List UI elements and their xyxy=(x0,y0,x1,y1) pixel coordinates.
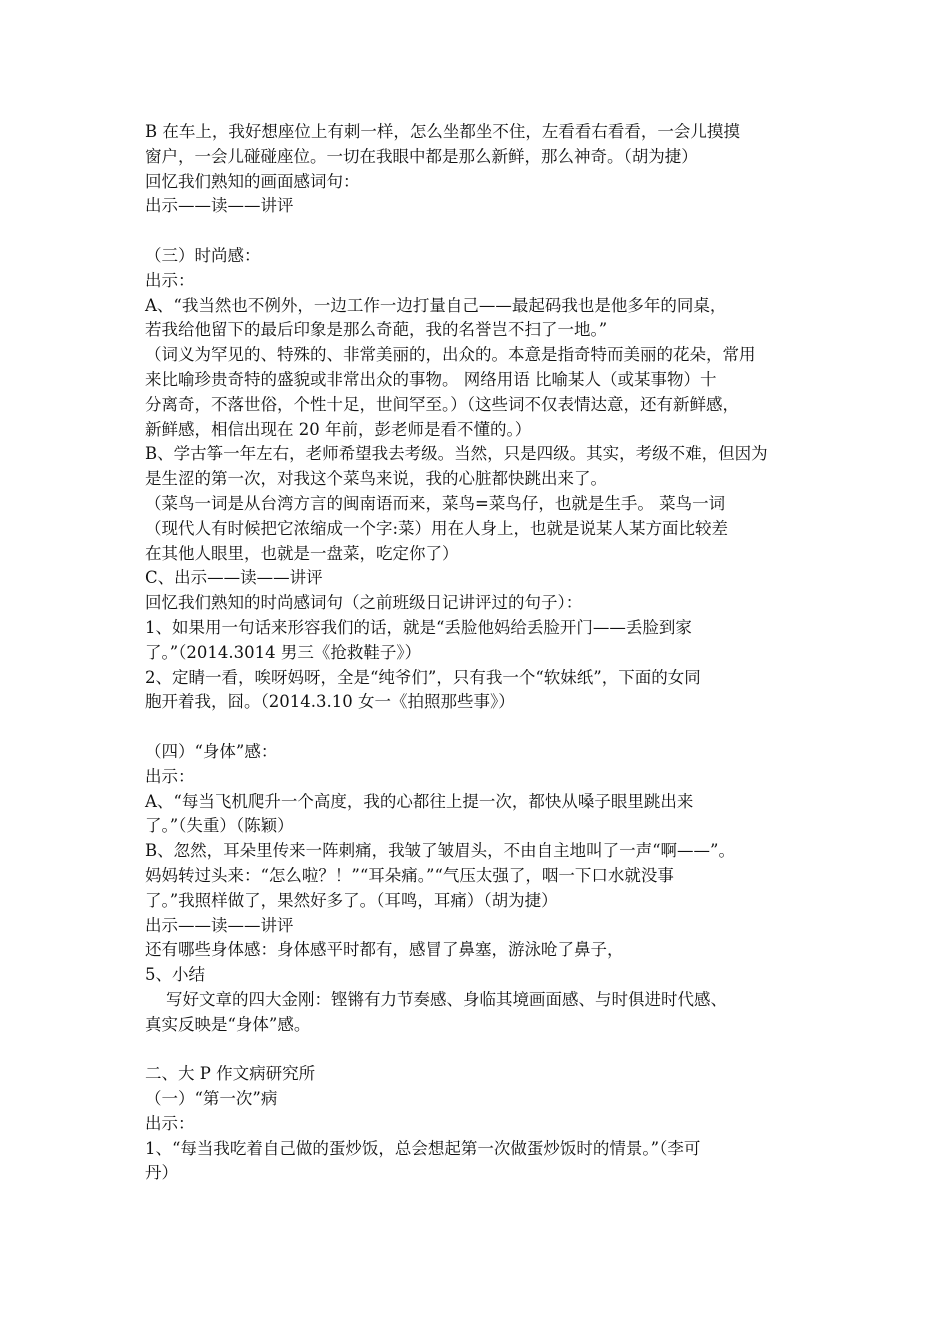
text-line: 来比喻珍贵奇特的盛貌或非常出众的事物。 网络用语 比喻某人（或某事物）十 xyxy=(145,369,717,389)
text-line: 妈妈转过头来：“怎么啦？！”“耳朵痛。”“气压太强了，咽一下口水就没事 xyxy=(145,865,674,885)
text-line: 出示——读——讲评 xyxy=(145,915,294,935)
text-line: 1、如果用一句话来形容我们的话，就是“丢脸他妈给丢脸开门——丢脸到家 xyxy=(145,617,692,637)
text-line: 1、“每当我吃着自己做的蛋炒饭，总会想起第一次做蛋炒饭时的情景。”（李可 xyxy=(145,1138,701,1158)
blank-line xyxy=(145,715,815,740)
text-line: （四）“身体”感： xyxy=(145,741,278,761)
text-line: 出示——读——讲评 xyxy=(145,196,294,216)
text-line: 分离奇，不落世俗，个性十足，世间罕至。）（这些词不仅表情达意，还有新鲜感， xyxy=(145,394,739,414)
text-line: 新鲜感，相信出现在 20 年前，彭老师是看不懂的。） xyxy=(145,419,532,439)
text-line: 真实反映是“身体”感。 xyxy=(145,1014,311,1034)
text-line: 回忆我们熟知的时尚感词句（之前班级日记讲评过的句子）： xyxy=(145,593,583,613)
text-line: 了。”（2014.3014 男三《抢救鞋子》） xyxy=(145,642,422,662)
text-line: C、出示——读——讲评 xyxy=(145,568,323,588)
text-line: （三）时尚感： xyxy=(145,245,261,265)
blank-line xyxy=(145,1037,815,1062)
text-line: B 在车上，我好想座位上有刺一样，怎么坐都坐不住，左看看右看看，一会儿摸摸 xyxy=(145,122,740,141)
text-line: 出示： xyxy=(145,1113,195,1133)
text-line: 回忆我们熟知的画面感词句： xyxy=(145,171,360,191)
text-line: 出示： xyxy=(145,766,195,786)
text-line: 胞开着我，囧。（2014.3.10 女一《拍照那些事》） xyxy=(145,692,515,712)
text-line: 2、定睛一看，唉呀妈呀，全是“纯爷们”，只有我一个“软妹纸”，下面的女同 xyxy=(145,667,701,687)
text-line: （词义为罕见的、特殊的、非常美丽的，出众的。本意是指奇特而美丽的花朵，常用 xyxy=(145,345,756,365)
text-line: 出示： xyxy=(145,270,195,290)
blank-line xyxy=(145,219,815,244)
text-line: 二、大 P 作文病研究所 xyxy=(145,1064,316,1084)
text-line: （现代人有时候把它浓缩成一个字:菜）用在人身上，也就是说某人某方面比较差 xyxy=(145,518,729,538)
text-line: 在其他人眼里，也就是一盘菜，吃定你了） xyxy=(145,543,459,563)
document-body xyxy=(145,120,815,1186)
text-line: B、忽然，耳朵里传来一阵刺痛，我皱了皱眉头，不由自主地叫了一声“啊——”。 xyxy=(145,841,735,861)
text-line: 了。”（失重）（陈颖） xyxy=(145,816,294,836)
text-line: A、“每当飞机爬升一个高度，我的心都往上提一次，都快从嗓子眼里跳出来 xyxy=(145,791,694,811)
text-line: 还有哪些身体感：身体感平时都有，感冒了鼻塞，游泳呛了鼻子， xyxy=(145,940,624,960)
text-line: 若我给他留下的最后印象是那么奇葩，我的名誉岂不扫了一地。” xyxy=(145,320,608,340)
text-line: B、学古筝一年左右，老师希望我去考级。当然，只是四级。其实，考级不难，但因为 xyxy=(145,444,768,464)
text-line: （一）“第一次”病 xyxy=(145,1089,278,1109)
text-line: A、“我当然也不例外，一边工作一边打量自己——最起码我也是他多年的同桌， xyxy=(145,295,727,315)
text-line: 写好文章的四大金刚：铿锵有力节奏感、身临其境画面感、与时俱进时代感、 xyxy=(145,989,727,1009)
text-line: 窗户，一会儿碰碰座位。一切在我眼中都是那么新鲜，那么神奇。（胡为捷） xyxy=(145,146,698,166)
text-line: 丹） xyxy=(145,1163,178,1183)
text-line: 5、小结 xyxy=(145,965,205,985)
text-line: 了。”我照样做了，果然好多了。（耳鸣，耳痛）（胡为捷） xyxy=(145,890,558,910)
text-line: 是生涩的第一次，对我这个菜鸟来说，我的心脏都快跳出来了。 xyxy=(145,469,607,489)
text-line: （菜鸟一词是从台湾方言的闽南语而来，菜鸟=菜鸟仔，也就是生手。 菜鸟一词 xyxy=(145,493,726,513)
